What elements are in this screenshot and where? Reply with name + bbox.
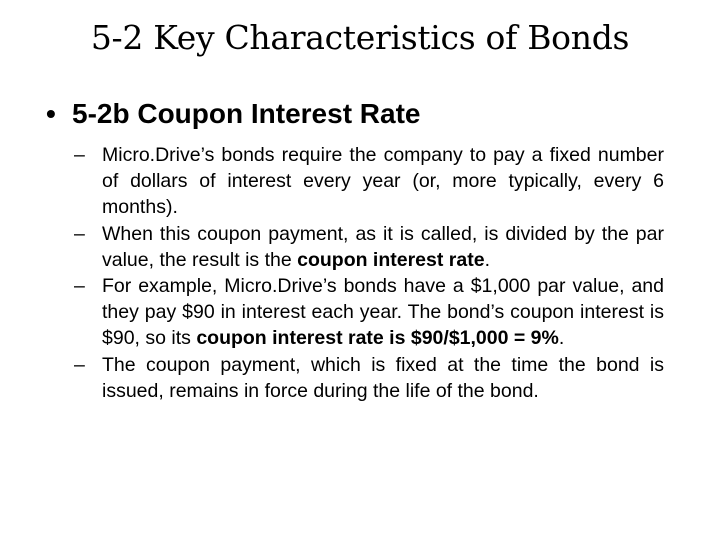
section-heading-text: 5-2b Coupon Interest Rate [72, 98, 421, 129]
item-text: When this coupon payment, as it is called, is divided by the par value, the result is the [102, 222, 664, 271]
dash-glyph: – [74, 222, 85, 245]
section-heading [46, 94, 420, 134]
item-text: The coupon payment, which is fixed at the time the bond is issued, remains in force during the life of the bond. [102, 353, 664, 402]
list-item [74, 142, 664, 221]
dash-glyph: – [74, 144, 85, 166]
item-text-end: . [558, 327, 565, 350]
item-text: Micro.Drive’s bonds require the company to pay a fixed number of dollars of interest every year (or, more typically, every 6 months). [102, 144, 664, 219]
dash-glyph: – [74, 275, 85, 298]
item-text-end: . [484, 248, 490, 271]
bullet-glyph: • [46, 98, 56, 129]
dash-glyph: – [74, 353, 85, 376]
item-bold-text: coupon interest rate is $90/$1,000 = 9% [196, 327, 559, 350]
slide-title: 5-2 Key Characteristics of Bonds [90, 18, 630, 57]
list-item [74, 352, 664, 404]
item-bold-text: coupon interest rate [297, 248, 485, 271]
list-item [74, 221, 664, 273]
item-text: For example, Micro.Drive’s bonds have a $1,000 par value, and they pay $90 in interest each year. The bond’s coupon interest is $90, so its [102, 275, 664, 350]
list-item [74, 273, 664, 352]
sub-bullet-list [74, 142, 664, 404]
